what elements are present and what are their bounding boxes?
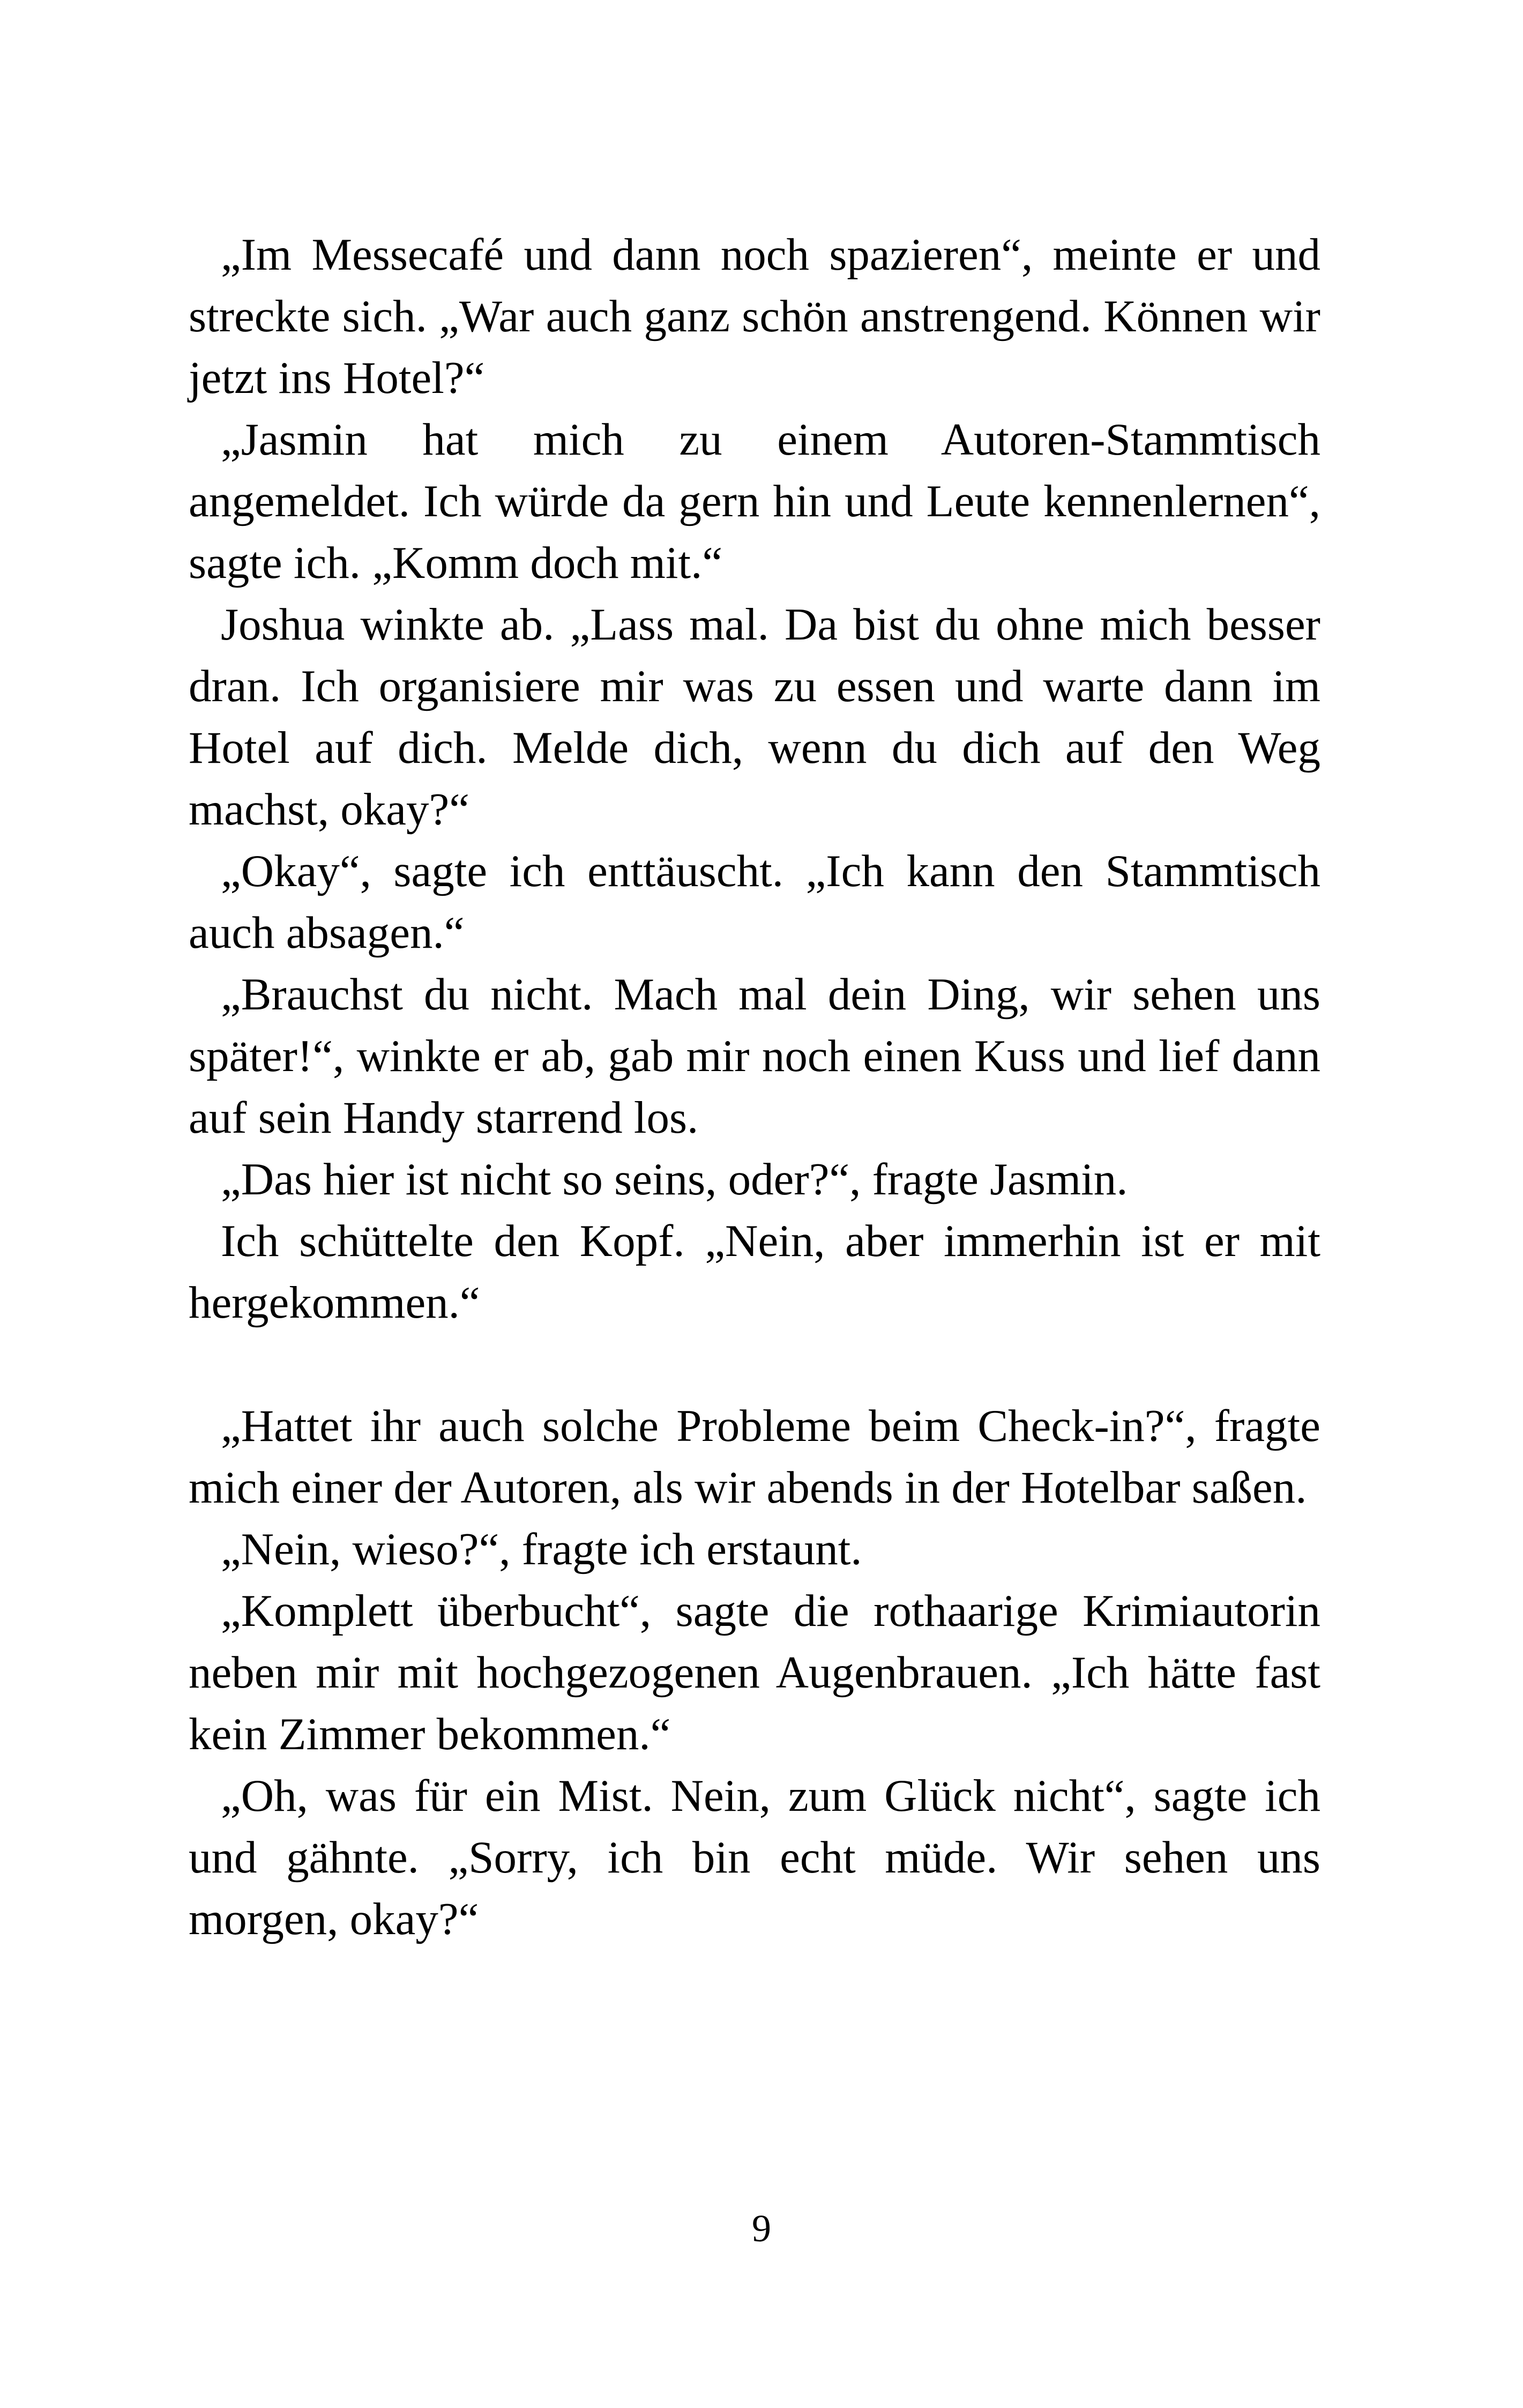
paragraph: „Hattet ihr auch solche Probleme beim Check-in?“, fragte mich einer der Autoren, als wir abends in der Hotelbar saßen. [189, 1401, 1320, 1513]
paragraph: „Oh, was für ein Mist. Nein, zum Glück nicht“, sagte ich und gähnte. „Sorry, ich bin echt müde. Wir sehen uns morgen, okay?“ [189, 1771, 1320, 1944]
paragraph: „Okay“, sagte ich enttäuscht. „Ich kann den Stammtisch auch absagen.“ [189, 846, 1320, 958]
paragraph: „Komplett überbucht“, sagte die rothaarige Krimiautorin neben mir mit hochgezogenen Augenbrauen. „Ich hätte fast kein Zimmer bekommen.“ [189, 1586, 1320, 1759]
section-break [189, 1334, 1320, 1395]
page-body [189, 224, 1320, 1950]
page-number: 9 [752, 2207, 771, 2250]
paragraph: „Jasmin hat mich zu einem Autoren-Stammtisch angemeldet. Ich würde da gern hin und Leute kennenlernen“, sagte ich. „Komm doch mit.“ [189, 414, 1320, 588]
paragraph: „Das hier ist nicht so seins, oder?“, fragte Jasmin. [221, 1154, 1128, 1205]
paragraph: „Im Messecafé und dann noch spazieren“, meinte er und streckte sich. „War auch ganz schön anstrengend. Können wir jetzt ins Hotel?“ [189, 229, 1320, 403]
paragraph: „Brauchst du nicht. Mach mal dein Ding, wir sehen uns später!“, winkte er ab, gab mir noch einen Kuss und lief dann auf sein Handy starrend los. [189, 969, 1320, 1143]
paragraph: „Nein, wieso?“, fragte ich erstaunt. [221, 1524, 862, 1574]
paragraph: Ich schüttelte den Kopf. „Nein, aber immerhin ist er mit hergekommen.“ [189, 1216, 1320, 1328]
paragraph: Joshua winkte ab. „Lass mal. Da bist du ohne mich besser dran. Ich organisiere mir was zu essen und warte dann im Hotel auf dich. Melde dich, wenn du dich auf den Weg machst, okay?“ [189, 599, 1320, 835]
